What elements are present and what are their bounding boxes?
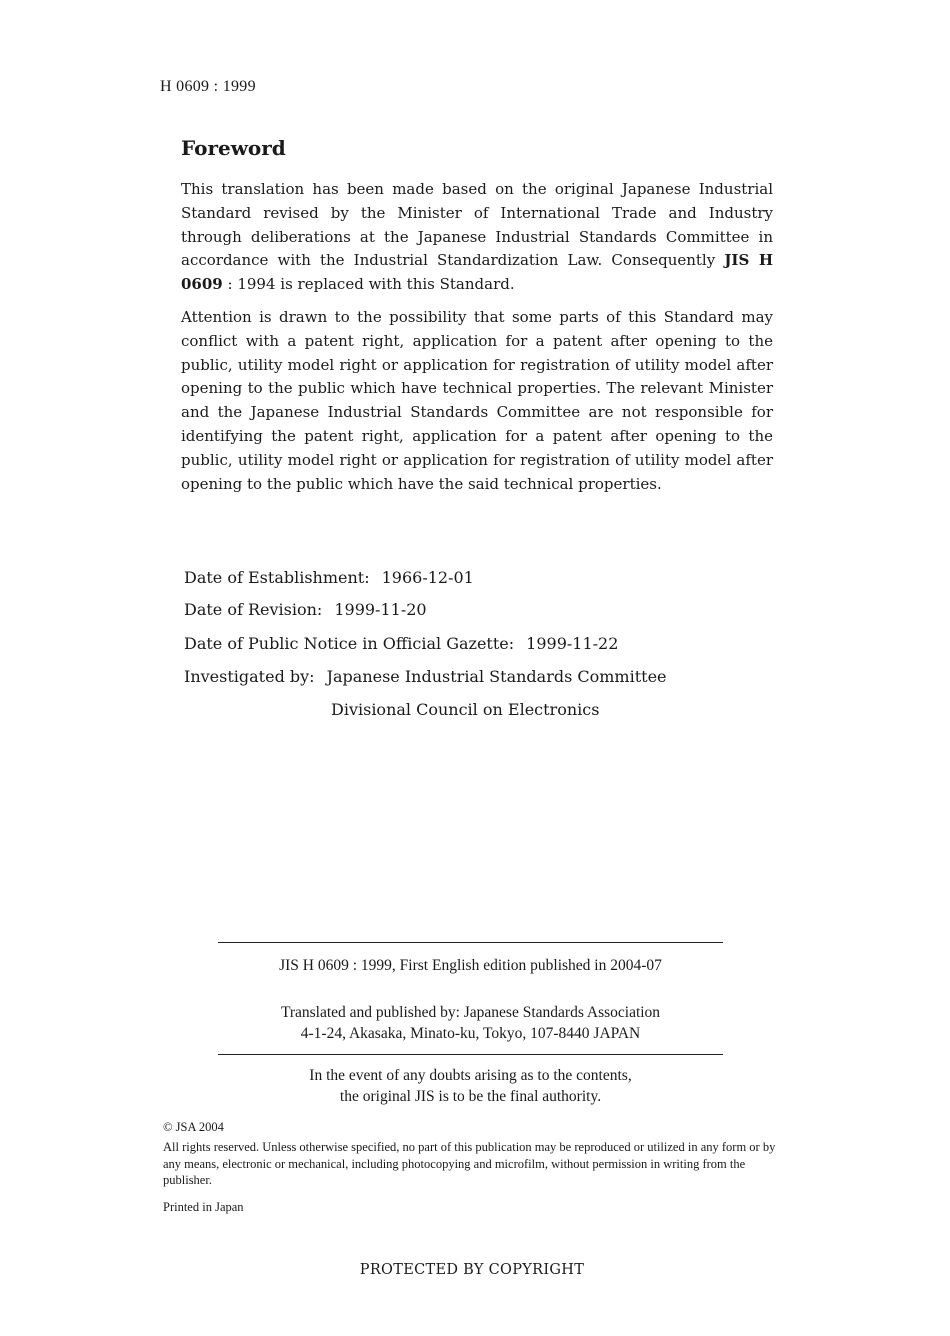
investigated-by-row [184, 667, 667, 686]
investigated-value: Japanese Industrial Standards Committee [326, 667, 667, 686]
divider-top [218, 942, 723, 943]
foreword-p1-text-a: This translation has been made based on the original Japanese Industrial Standard revised by the Minister of International Trade and Industry through deliberations at the Japanese Industrial Standards Committee in accordance with the Industrial Standardization Law. Consequently [181, 180, 773, 270]
copyright-notice: © JSA 2004 [163, 1120, 224, 1134]
publisher-block [218, 1003, 723, 1044]
establishment-value: 1966-12-01 [381, 568, 474, 587]
revision-label: Date of Revision: [184, 600, 323, 619]
authority-note [218, 1066, 723, 1107]
publisher-address: 4-1-24, Akasaka, Minato-ku, Tokyo, 107-8440 JAPAN [300, 1024, 641, 1042]
document-code-header: H 0609 : 1999 [160, 78, 256, 95]
protected-by-copyright-footer: PROTECTED BY COPYRIGHT [359, 1262, 585, 1278]
foreword-p1-standard-ref: JIS H 0609 [181, 251, 774, 294]
foreword-p1-text-c: : 1994 is replaced with this Standard. [222, 275, 515, 294]
edition-line: JIS H 0609 : 1999, First English edition published in 2004-07 [279, 957, 662, 974]
foreword-paragraph-2: Attention is drawn to the possibility that some parts of this Standard may conflict with a patent right, application for a patent after opening to the public, utility model right or application for registration of utility model after opening to the public which have technical properties. The relevant Minister and the Japanese Industrial Standards Committee are not responsible for identifying the patent right, application for a patent after opening to the public, utility model right or application for registration of utility model after opening to the public which have the said technical properties. [181, 308, 773, 493]
authority-line-2: the original JIS is to be the final authority. [339, 1087, 602, 1105]
gazette-label: Date of Public Notice in Official Gazette: [184, 634, 515, 653]
revision-date-row [184, 600, 427, 619]
establishment-date-row [184, 568, 474, 587]
divider-bottom [218, 1054, 723, 1055]
revision-value: 1999-11-20 [334, 600, 427, 619]
establishment-label: Date of Establishment: [184, 568, 370, 587]
investigated-by-council: Divisional Council on Electronics [331, 700, 600, 719]
gazette-date-row [184, 634, 618, 653]
foreword-paragraph-1 [181, 178, 773, 297]
foreword-title: Foreword [181, 136, 286, 160]
printed-in: Printed in Japan [163, 1200, 244, 1214]
rights-statement: All rights reserved. Unless otherwise specified, no part of this publication may be reproduced or utilized in any form or by any means, electronic or mechanical, including photocopying and microfilm, without permission in writing from the publisher. [163, 1140, 776, 1187]
gazette-value: 1999-11-22 [526, 634, 619, 653]
investigated-label: Investigated by: [184, 667, 315, 686]
publisher-line: Translated and published by: Japanese Standards Association [280, 1004, 661, 1021]
authority-line-1: In the event of any doubts arising as to the contents, [309, 1067, 632, 1084]
